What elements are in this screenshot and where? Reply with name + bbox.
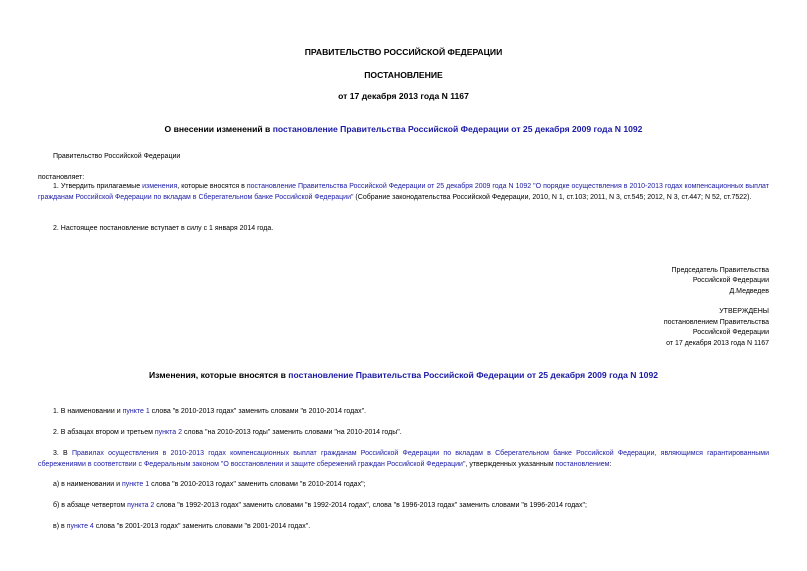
change-3-link-rules[interactable]: Правилах осуществления в 2010-2013 годах компенсационных выплат гражданам Российской Федерации по вкладам в Сберегательном банке Российской Федерации, являющимся гарантированными сбережениями в соответствии с Федеральным законом "О восстановлении и защите сбережений граждан Российской Федерации": [38, 450, 769, 468]
document-type: ПОСТАНОВЛЕНИЕ: [364, 70, 443, 80]
title-prefix: О внесении изменений в: [164, 124, 273, 134]
change-1-link[interactable]: пункте 1: [122, 408, 150, 415]
change-3-text-a: 3. В: [53, 450, 72, 457]
item-1: [38, 182, 769, 203]
changes-title: [0, 370, 807, 380]
document-title: [0, 124, 807, 134]
change-3a-link[interactable]: пункте 1: [122, 481, 150, 488]
change-3b-link[interactable]: пункта 2: [127, 502, 155, 509]
change-3a-text-b: слова "в 2010-2013 годах" заменить словами "в 2010-2014 годах";: [149, 481, 366, 488]
item-1-text-c: (Собрание законодательства Российской Федерации, 2010, N 1, ст.103; 2011, N 3, ст.545; 2012, N 3, ст.447; N 52, ст.7522).: [353, 193, 752, 201]
changes-title-prefix: Изменения, которые вносятся в: [148, 370, 289, 380]
approved-by: постановлением Правительства: [663, 319, 769, 326]
change-2-text-a: 2. В абзацах втором и третьем: [53, 429, 155, 436]
change-3-text-b: , утвержденных указанным: [465, 460, 556, 468]
document-date: от 17 декабря 2013 года N 1167: [338, 91, 469, 101]
approved-country: Российской Федерации: [692, 329, 769, 336]
change-1-text-a: 1. В наименовании и: [53, 408, 123, 415]
change-3c-text-a: в) в: [53, 523, 67, 530]
change-3b: [53, 501, 587, 512]
signature-country: Российской Федерации: [692, 277, 769, 284]
change-3c-link[interactable]: пункте 4: [66, 523, 94, 530]
intro-decree: постановляет:: [38, 174, 85, 181]
signature-position: Председатель Правительства: [671, 267, 769, 274]
change-1: [53, 407, 366, 418]
change-1-text-b: слова "в 2010-2013 годах" заменить словами "в 2010-2014 годах".: [149, 408, 367, 415]
signature-name: Д.Медведев: [729, 288, 769, 295]
change-3a-text-a: а) в наименовании и: [53, 481, 122, 488]
title-link[interactable]: постановление Правительства Российской Федерации от 25 декабря 2009 года N 1092: [272, 124, 643, 134]
item-1-text-a: 1. Утвердить прилагаемые: [53, 183, 143, 190]
changes-title-link[interactable]: постановление Правительства Российской Федерации от 25 декабря 2009 года N 1092: [288, 370, 659, 380]
government-heading: ПРАВИТЕЛЬСТВО РОССИЙСКОЙ ФЕДЕРАЦИИ: [304, 47, 503, 57]
item-1-link-decree[interactable]: постановление Правительства Российской Федерации от 25 декабря 2009 года N 1092 "О порядке осуществления в 2010-2013 годах компенсационных выплат гражданам Российской Федерации по вкладам в Сберегательном банке Российской Федерации": [38, 183, 769, 201]
change-3c-text-b: слова "в 2001-2013 годах" заменить словами "в 2001-2014 годах".: [93, 523, 311, 530]
change-3b-text-b: слова "в 1992-2013 годах" заменить словами "в 1992-2014 годах", слова "в 1996-2013 годах" заменить словами "в 1996-2014 годах";: [154, 502, 587, 509]
change-3a: [53, 480, 366, 491]
change-3: [38, 449, 769, 470]
intro-government: Правительство Российской Федерации: [53, 153, 181, 160]
change-3-text-c: :: [609, 460, 612, 468]
change-3-link-decree[interactable]: постановлением: [555, 460, 610, 468]
change-2-text-b: слова "на 2010-2013 годы" заменить словами "на 2010-2014 годы".: [182, 429, 402, 436]
change-2-link[interactable]: пункта 2: [154, 429, 182, 436]
item-2: 2. Настоящее постановление вступает в силу с 1 января 2014 года.: [53, 225, 274, 232]
item-1-link-changes[interactable]: изменения: [142, 183, 178, 190]
change-2: [53, 428, 402, 439]
change-3b-text-a: б) в абзаце четвертом: [53, 502, 128, 509]
change-3c: [53, 522, 310, 533]
approved-heading: УТВЕРЖДЕНЫ: [719, 308, 769, 315]
approved-date: от 17 декабря 2013 года N 1167: [666, 340, 769, 347]
item-1-text-b: , которые вносятся в: [177, 183, 247, 190]
